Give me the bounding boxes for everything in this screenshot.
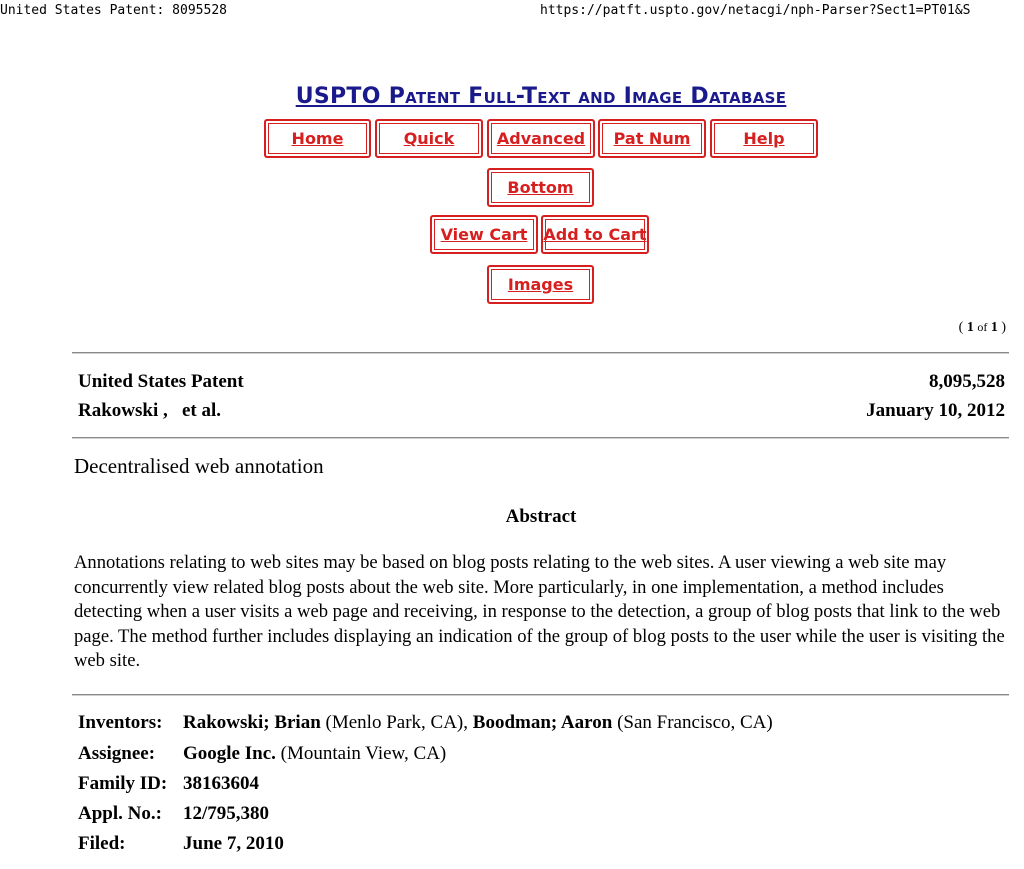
current-page: 1 [966, 320, 974, 335]
inventors-row [78, 712, 773, 734]
abstract-text: Annotations relating to web sites may be based on blog posts relating to the web sites. A user viewing a web site may concurrently view related blog posts about the web site. More particularly, in one implementation, a method includes detecting when a user visits a web page and receiving, in response to the detection, a group of blog posts that link to the web page. The method further includes displaying an indication of the group of blog posts to the user while the user is visiting the web site. [74, 552, 1005, 671]
patent-title: Decentralised web annotation [74, 454, 324, 478]
result-pagination: ( 1 of 1 ) [958, 320, 1006, 335]
inventors-label: Inventors: [78, 712, 163, 733]
filed-label: Filed: [78, 833, 126, 854]
home-button[interactable]: Home [264, 119, 371, 158]
patent-number: 8,095,528 [929, 371, 1005, 392]
patent-number-search-button[interactable]: Pat Num [598, 119, 706, 158]
print-header-title: United States Patent: 8095528 [0, 3, 227, 18]
assignee-row [78, 743, 447, 765]
family-id-label: Family ID: [78, 773, 168, 794]
assignee-label: Assignee: [78, 743, 156, 764]
print-header-url: https://patft.uspto.gov/netacgi/nph-Parser?Sect1=PT01&S [540, 3, 971, 18]
inventors-value: Rakowski; Brian (Menlo Park, CA), Boodman; Aaron (San Francisco, CA) [183, 712, 773, 733]
print-header [0, 3, 1024, 21]
images-button[interactable]: Images [487, 265, 594, 304]
family-id-row [78, 773, 259, 795]
inventor-short: Rakowski , et al. [78, 400, 222, 421]
appl-no-label: Appl. No.: [78, 803, 162, 824]
patent-date: January 10, 2012 [866, 400, 1005, 421]
assignee-value: Google Inc. (Mountain View, CA) [183, 743, 447, 764]
database-title-link[interactable]: USPTO Patent Full-Text and Image Database [295, 84, 787, 109]
appl-no-value: 12/795,380 [183, 803, 270, 824]
divider [72, 352, 1009, 354]
add-to-cart-button[interactable]: Add to Cart [541, 215, 649, 254]
divider [72, 437, 1009, 439]
patent-heading: United States Patent [78, 371, 244, 392]
advanced-search-button[interactable]: Advanced [487, 119, 595, 158]
appl-no-row [78, 803, 270, 825]
total-pages: 1 [990, 320, 998, 335]
abstract-heading: Abstract [505, 506, 577, 527]
filed-value: June 7, 2010 [183, 833, 284, 854]
divider [72, 694, 1009, 696]
quick-search-button[interactable]: Quick [375, 119, 483, 158]
view-cart-button[interactable]: View Cart [430, 215, 538, 254]
bottom-button[interactable]: Bottom [487, 168, 594, 207]
help-button[interactable]: Help [710, 119, 818, 158]
filed-row [78, 833, 284, 855]
family-id-value: 38163604 [183, 773, 259, 794]
